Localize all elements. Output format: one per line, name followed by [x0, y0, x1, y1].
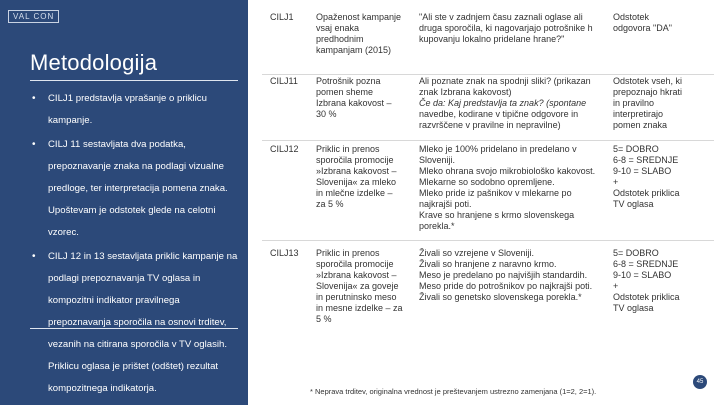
row-objective: Opaženost kampanje vsaj enaka predhodnim kampanjam (2015) [316, 12, 402, 55]
row-question: "Ali ste v zadnjem času zaznali oglase ali druga sporočila, ki nagovarjajo potrošnike h kupovanju lokalno pridelane hrane?" [419, 12, 593, 44]
bullet-cilj12-13: • CILJ 12 in 13 sestavljata priklic kampanje na podlagi prepoznavanja TV oglasa in kompozitni indikator pravilnega prepoznavanja sporočila na osnovi trditev, vezanih na citirana sporočila v TV oglasih. Priklicu oglasa je prištet (odštet) rezultat kompozitnega indikatorja. [30, 246, 238, 400]
methodology-list [30, 88, 238, 402]
valicon-logo: VAL CON [8, 10, 59, 23]
objectives-table [262, 0, 714, 360]
row-id: CILJ12 [270, 144, 299, 154]
row-id: CILJ1 [270, 12, 294, 22]
title-divider [30, 80, 238, 81]
bullet-cilj11: • CILJ 11 sestavljata dva podatka, prepoznavanje znaka na podlagi vizualne predloge, ter interpretacija pomena znaka. Upoštevam je odstotek glede na celotni vzorec. [30, 134, 238, 244]
row-question: Živali so vzrejene v Sloveniji. Živali so hranjene z naravno krmo. Meso je predelano po najvišjih standardih. Meso pride do potrošnikov po najkrajši poti. Živali so genetsko slovenskega porekla.* [419, 248, 593, 302]
row-question: Ali poznate znak na spodnji sliki? (prikazan znak Izbrana kakovost) Če da: Kaj predstavlja ta znak? (spontane navedbe, kodirane v tipične odgovore in razvrščene v pravilne in nepravilne) [419, 76, 591, 130]
sidebar-panel [0, 0, 248, 405]
row-objective: Priklic in prenos sporočila promocije »Izbrana kakovost – Slovenija« za goveje in perutninsko meso in mesne izdelke – za 5 % [316, 248, 403, 324]
row-id: CILJ11 [270, 76, 298, 86]
row-objective: Potrošnik pozna pomen sheme Izbrana kakovost – 30 % [316, 76, 392, 119]
row-measure: 5= DOBRO 6-8 = SREDNJE 9-10 = SLABO + Odstotek priklica TV oglasa [613, 248, 680, 313]
footnote: * Neprava trditev, originalna vrednost je preštevanjem ustrezno zamenjana (1=2, 2=1). [310, 387, 597, 396]
row-id: CILJ13 [270, 248, 299, 258]
row-question: Mleko je 100% pridelano in predelano v Sloveniji. Mleko ohrana svojo mikrobiološko kakovost. Mlekarne so sodobno opremljene. Mleko pride iz pašnikov v mlekarne po najkrajši poti. Krave so hranjene s krmo slovenskega porekla.* [419, 144, 596, 231]
bottom-divider [30, 328, 238, 329]
bullet-cilj1: • CILJ1 predstavlja vprašanje o priklicu kampanje. [30, 88, 238, 132]
page-number-badge: 45 [693, 375, 707, 389]
row-measure: 5= DOBRO 6-8 = SREDNJE 9-10 = SLABO + Odstotek priklica TV oglasa [613, 144, 680, 209]
row-objective: Priklic in prenos sporočila promocije »Izbrana kakovost – Slovenija« za mleko in mlečne izdelke – za 5 % [316, 144, 397, 209]
page-title: Metodologija [30, 50, 158, 75]
row-measure: Odstotek vseh, ki prepoznajo hkrati in pravilno interpretirajo pomen znaka [613, 76, 683, 130]
row-measure: Odstotek odgovora "DA" [613, 12, 672, 33]
